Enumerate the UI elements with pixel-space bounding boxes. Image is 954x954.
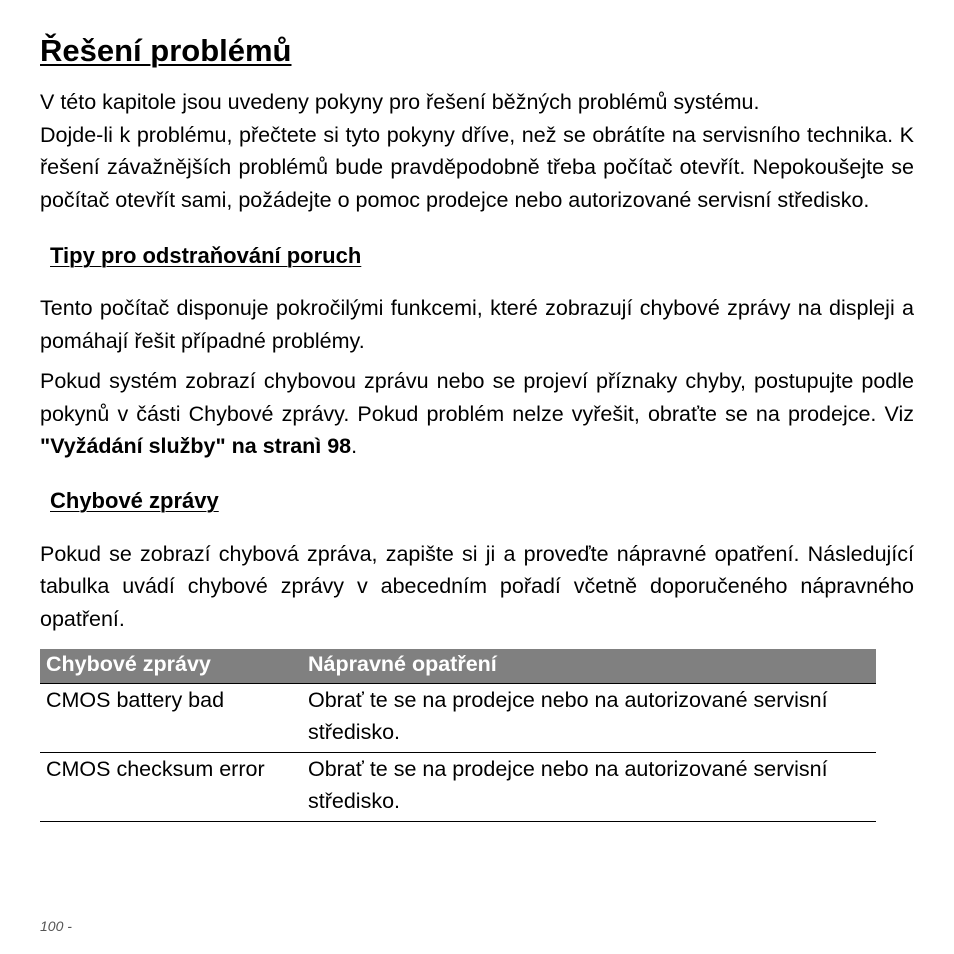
tips-paragraph-2-text: Pokud systém zobrazí chybovou zprávu nebo se projeví příznaky chyby, postupujte podle pokynů v části Chybové zprávy. Pokud problém nelze vyřešit, obraťte se na prodejce. Viz <box>40 369 914 426</box>
table-cell-message: CMOS battery bad <box>40 684 302 753</box>
page-title: Řešení problémů <box>40 33 292 68</box>
error-messages-table <box>40 649 876 822</box>
tips-paragraph-2 <box>40 365 914 463</box>
service-request-link[interactable]: "Vyžádání služby" na stranì 98 <box>40 434 352 458</box>
document-page <box>40 30 914 822</box>
table-cell-message: CMOS checksum error <box>40 753 302 822</box>
intro-paragraph-1: V této kapitole jsou uvedeny pokyny pro řešení běžných problémů systému. <box>40 90 760 114</box>
errors-paragraph-1: Pokud se zobrazí chybová zpráva, zapište si ji a proveďte nápravné opatření. Následující tabulka uvádí chybové zprávy v abecedním pořadí včetně doporučeného nápravného opatření. <box>40 541 914 631</box>
table-header-action: Nápravné opatření <box>302 649 876 684</box>
tips-paragraph-2-end: . <box>351 434 358 458</box>
table-header-row <box>40 649 876 684</box>
page-number: 100 - <box>40 918 72 934</box>
table-cell-action: Obrať te se na prodejce nebo na autorizované servisní středisko. <box>302 684 876 753</box>
intro-paragraph-2: Dojde-li k problému, přečtete si tyto pokyny dříve, než se obrátíte na servisního technika. K řešení závažnějších problémů bude pravděpodobně třeba počítač otevřít. Nepokoušejte se počítač otevřít sami, požádejte o pomoc prodejce nebo autorizované servisní středisko. <box>40 122 914 212</box>
table-header-message: Chybové zprávy <box>40 649 302 684</box>
tips-paragraph-1: Tento počítač disponuje pokročilými funkcemi, které zobrazují chybové zprávy na displeji a pomáhají řešit případné problémy. <box>40 296 914 353</box>
table-row <box>40 753 876 822</box>
section-heading-tips: Tipy pro odstraňování poruch <box>50 243 362 268</box>
section-heading-errors: Chybové zprávy <box>50 487 219 513</box>
table-row <box>40 684 876 753</box>
table-cell-action: Obrať te se na prodejce nebo na autorizované servisní středisko. <box>302 753 876 822</box>
